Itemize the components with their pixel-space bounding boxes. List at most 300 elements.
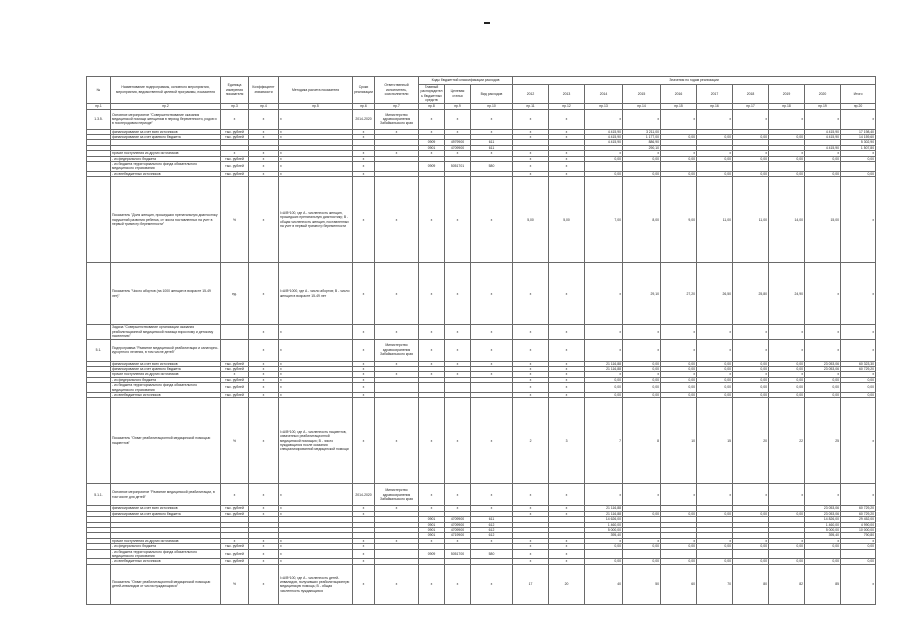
row-cell: х [249,171,279,176]
header-year-col: 2013 [549,85,585,104]
row-value-cell: х [805,151,841,156]
row-value-cell: 0,00 [697,366,733,371]
row-value-cell: 27,20 [661,263,697,325]
row-name-cell: финансирование за счет всех источников [111,129,221,134]
row-cell: тыс. рублей [221,549,249,559]
row-cell: х [419,325,445,339]
row-cell: х [375,538,419,543]
row-value-cell: х [661,372,697,377]
row-value-cell: 0,00 [733,366,769,371]
row-value-cell: 0,00 [841,559,876,564]
row-value-cell: х [549,366,585,371]
row-value-cell: 0,00 [697,171,733,176]
row-value-cell: х [513,325,549,339]
row-cell: % [221,177,249,263]
row-value-cell: х [585,325,623,339]
row-value-cell: х [585,263,623,325]
column-number-cell: пр.2 [111,103,221,109]
row-value-cell: х [623,151,661,156]
row-value-cell: х [513,383,549,393]
row-cell: х [375,398,419,484]
row-cell: х [221,151,249,156]
row-value-cell: х [513,538,549,543]
row-value-cell: 0,00 [733,544,769,549]
row-value-cell: 4 415,90 [805,145,841,150]
row-cell [375,383,419,393]
row-value-cell: х [769,109,805,129]
row-value-cell: х [549,392,585,397]
row-cell: х [221,484,249,506]
row-cell: х [279,511,353,516]
row-value-cell [841,162,876,172]
row-value-cell: 17 198,40 [841,129,876,134]
row-cell: х [375,506,419,511]
row-value-cell: х [733,538,769,543]
column-number-cell: пр.18 [769,103,805,109]
row-value-cell: 14 159,60 [841,135,876,140]
row-cell: х [471,538,513,543]
row-cell: х [419,564,445,604]
row-value-cell [733,549,769,559]
program-table [86,76,876,605]
row-value-cell [697,549,733,559]
row-cell: х [419,361,445,366]
row-value-cell: 70 [697,564,733,604]
row-cell: х [419,109,445,129]
row-value-cell: 0,00 [585,544,623,549]
row-value-cell: х [585,151,623,156]
row-value-cell: 4 990,00 [841,522,876,527]
row-cell: 612 [471,533,513,538]
row-cell: х [471,398,513,484]
header-kbk-group: Коды бюджетной классификации расходов [419,77,513,85]
row-value-cell: 0,00 [661,392,697,397]
row-value-cell: х [513,339,549,361]
row-value-cell: х [513,171,549,176]
row-value-cell: 22 [769,398,805,484]
table-row [87,263,876,325]
row-value-cell: 5 000,00 [805,527,841,532]
row-cell: тыс. рублей [221,544,249,549]
header-year-col: 2015 [623,85,661,104]
header-year-col: 2020 [805,85,841,104]
row-cell: 580 [471,162,513,172]
row-value-cell: 5 000,00 [585,527,623,532]
row-value-cell: х [841,484,876,506]
row-cell: х [279,151,353,156]
row-value-cell: х [549,361,585,366]
row-cell: 0909 [419,162,445,172]
row-value-cell: 0,00 [697,135,733,140]
row-value-cell: х [513,129,549,134]
row-cell: тыс. рублей [221,506,249,511]
row-cell: х [445,129,471,134]
row-value-cell: х [769,325,805,339]
row-value-cell: х [769,372,805,377]
row-cell [471,383,513,393]
row-cell: х [445,484,471,506]
row-cell: х [353,366,375,371]
row-value-cell: 0,00 [623,559,661,564]
row-value-cell: х [549,506,585,511]
row-name-cell: финансирование за счет краевого бюджета [111,135,221,140]
row-cell: х [279,135,353,140]
row-cell: тыс. рублей [221,129,249,134]
row-cell: х [353,151,375,156]
row-cell: х [279,544,353,549]
row-value-cell: х [841,372,876,377]
row-name-cell: - из внебюджетных источников [111,171,221,176]
row-value-cell: х [513,109,549,129]
row-cell: 0901 [419,533,445,538]
row-value-cell: 3 [549,398,585,484]
header-year-col: 2014 [585,85,623,104]
row-cell: х [445,506,471,511]
row-value-cell: х [585,109,623,129]
row-name-cell: прочие поступления из других источников: [111,372,221,377]
table-row [87,109,876,129]
row-value-cell: 0,00 [733,377,769,382]
row-value-cell: 395,40 [585,533,623,538]
row-value-cell: 0,00 [769,377,805,382]
row-cell: х [249,544,279,549]
row-cell: х [249,506,279,511]
row-value-cell: х [513,392,549,397]
row-value-cell: 25 [805,398,841,484]
row-cell: тыс. рублей [221,156,249,161]
row-value-cell [661,549,697,559]
header-coef: Коэффициент значимости [249,77,279,104]
row-value-cell: 80 [733,564,769,604]
row-cell: тыс. рублей [221,383,249,393]
row-value-cell: 4 415,90 [585,140,623,145]
row-cell: 0901 [419,517,445,522]
row-value-cell: х [549,135,585,140]
column-number-cell: пр.12 [549,103,585,109]
row-value-cell: х [513,511,549,516]
row-cell: х [249,151,279,156]
row-cell: х [353,544,375,549]
row-value-cell: х [769,151,805,156]
row-cell: х [221,109,249,129]
row-value-cell: 29,10 [623,263,661,325]
row-value-cell: х [513,162,549,172]
row-value-cell: 0,00 [769,559,805,564]
row-value-cell [805,162,841,172]
row-name-cell: прочие поступления из других источников: [111,538,221,543]
row-cell: х [471,506,513,511]
row-cell [375,549,419,559]
row-value-cell: 20 [733,398,769,484]
row-value-cell: 1 507,80 [841,145,876,150]
row-value-cell: 4 415,90 [585,129,623,134]
row-cell: 0901 [419,527,445,532]
row-cell: 5051700 [445,549,471,559]
table-row [87,549,876,559]
header-year-col: 2019 [769,85,805,104]
row-cell: х [249,162,279,172]
row-name-cell: Основное мероприятие "Развитие медицинской реабилитации, в том числе для детей" [111,484,221,506]
row-value-cell: х [733,339,769,361]
row-value-cell: х [805,484,841,506]
row-cell: х [249,325,279,339]
row-cell: х [279,383,353,393]
row-cell: х [445,339,471,361]
row-cell: х [353,392,375,397]
row-value-cell: 0,00 [805,171,841,176]
row-value-cell: 0,00 [769,392,805,397]
row-value-cell [623,162,661,172]
row-value-cell: 23 053,06 [805,366,841,371]
row-value-cell: 5,00 [513,177,549,263]
row-cell: Министерство здравоохранения Забайкальского края [375,484,419,506]
row-cell: х [279,372,353,377]
row-value-cell: 50 [623,564,661,604]
header-kbk-col: Целевая статья [445,85,471,104]
row-cell: х [375,151,419,156]
row-cell: х [353,398,375,484]
row-cell [87,325,111,339]
row-cell: х [279,538,353,543]
row-cell: х [445,151,471,156]
table-row [87,484,876,506]
row-cell: х [249,559,279,564]
row-name-cell: - из внебюджетных источников [111,559,221,564]
row-value-cell: х [513,484,549,506]
row-cell: х [353,564,375,604]
row-value-cell: 0,00 [661,135,697,140]
row-value-cell: 0,00 [805,392,841,397]
row-cell: х [279,171,353,176]
row-name-cell: Показатель "Охват реабилитационной медицинской помощью детей-инвалидов от числа нуждающихся" [111,564,221,604]
row-value-cell: 85 [805,564,841,604]
row-cell: х [419,398,445,484]
row-value-cell: х [513,361,549,366]
row-value-cell: 0,00 [733,511,769,516]
row-cell [221,339,249,361]
row-value-cell: 17 [513,564,549,604]
row-cell: х [249,383,279,393]
row-cell: х [471,263,513,325]
row-value-cell: х [585,339,623,361]
row-value-cell: 8,00 [623,177,661,263]
row-cell: х [419,372,445,377]
row-cell: 4979900 [445,140,471,145]
row-cell: х [353,339,375,361]
row-value-cell: 0,00 [697,511,733,516]
row-value-cell: 0,00 [623,544,661,549]
row-cell: х [249,564,279,604]
row-cell: тыс. рублей [221,392,249,397]
row-cell: х [419,506,445,511]
row-value-cell: 0,00 [585,383,623,393]
row-name-cell: Задача "Совершенствование организации оказания реабилитационной медицинской помощи взрослому и детскому населению" [111,325,221,339]
row-cell [221,325,249,339]
row-value-cell: х [841,325,876,339]
row-value-cell: 15 [697,398,733,484]
row-value-cell: 8 [623,398,661,484]
row-value-cell: х [513,372,549,377]
row-value-cell: 0,00 [697,544,733,549]
row-value-cell: 0,00 [841,544,876,549]
row-value-cell: х [623,372,661,377]
header-year-col: Итого [841,85,876,104]
row-value-cell: 0,00 [585,171,623,176]
row-value-cell: 21 116,88 [585,361,623,366]
row-cell [419,383,445,393]
column-number-cell: пр.4 [249,103,279,109]
row-name-cell: - из федерального бюджета [111,544,221,549]
row-value-cell: 11,00 [697,177,733,263]
row-cell: 5.1. [87,339,111,361]
row-value-cell: 0,00 [697,156,733,161]
row-cell: х [471,151,513,156]
row-cell: х [353,156,375,161]
row-value-cell: х [841,398,876,484]
header-num: № [87,77,111,104]
column-number-cell: пр.1 [87,103,111,109]
row-cell [87,398,111,484]
row-value-cell: х [585,484,623,506]
row-value-cell: 14,00 [769,177,805,263]
row-value-cell: 0,00 [661,156,697,161]
row-cell: 5051701 [445,162,471,172]
row-cell: х [249,484,279,506]
header-name: Наименование подпрограммы, основного мероприятия, мероприятия, ведомственной целевой программы, показателя [111,77,221,104]
header-year-col: 2016 [661,85,697,104]
row-value-cell: 0,00 [661,544,697,549]
row-cell [375,162,419,172]
row-name-cell: финансирование за счет всех источников [111,506,221,511]
header-kbk-col: Главный распорядитель бюджетных средств [420,85,443,103]
row-cell: х [279,549,353,559]
row-value-cell: 0,00 [769,366,805,371]
row-cell: тыс. рублей [221,162,249,172]
row-value-cell: х [697,325,733,339]
row-value-cell: 0,00 [805,156,841,161]
row-value-cell: 0,00 [661,383,697,393]
row-value-cell: 0,00 [697,559,733,564]
row-value-cell: 790,80 [841,533,876,538]
row-cell: х [221,372,249,377]
row-value-cell: 0,00 [733,156,769,161]
row-cell: х [419,484,445,506]
row-value-cell: х [549,109,585,129]
row-value-cell: 23 053,06 [805,361,841,366]
row-value-cell: х [549,156,585,161]
row-cell: х [471,372,513,377]
row-cell: х [419,263,445,325]
row-value-cell: х [769,339,805,361]
row-cell: х [249,398,279,484]
header-kbk-col: Вид расходов [471,85,513,104]
row-name-cell: - из федерального бюджета [111,377,221,382]
row-value-cell: 0,00 [697,392,733,397]
row-cell: х [419,177,445,263]
row-value-cell: 0,00 [805,559,841,564]
row-cell: тыс. рублей [221,135,249,140]
row-cell: х [353,162,375,172]
row-value-cell: 0,00 [733,361,769,366]
row-cell: х [471,339,513,361]
row-cell: х [471,564,513,604]
row-value-cell: 10 000,00 [841,527,876,532]
row-value-cell: х [513,544,549,549]
program-table-sheet [86,76,875,605]
row-cell: х [249,372,279,377]
row-value-cell: 21 116,88 [585,366,623,371]
row-value-cell: 0,00 [623,377,661,382]
row-value-cell: 24,90 [769,263,805,325]
row-value-cell: х [733,109,769,129]
row-value-cell: 20 [549,564,585,604]
row-cell: х [445,398,471,484]
row-value-cell: 886,90 [623,140,661,145]
row-value-cell: 0,00 [623,511,661,516]
row-value-cell: 0,00 [841,156,876,161]
row-name-cell: Показатель "Охват реабилитационной медицинской помощью пациентов" [111,398,221,484]
header-resp: Ответственный исполнитель, соисполнители [375,77,419,104]
row-value-cell: 60 323,30 [841,361,876,366]
row-value-cell: х [549,559,585,564]
row-value-cell: х [841,339,876,361]
row-value-cell [769,549,805,559]
row-cell: х [353,135,375,140]
row-value-cell: х [623,339,661,361]
table-row [87,339,876,361]
row-cell: 580 [471,549,513,559]
row-value-cell: 0,00 [585,392,623,397]
row-value-cell: х [805,325,841,339]
row-cell: 2014-2020 [353,484,375,506]
header-unit: Единица измерения показателя [221,77,249,104]
row-value-cell: х [661,325,697,339]
column-number-cell: пр.16 [697,103,733,109]
row-value-cell: х [549,377,585,382]
row-name-cell: Подпрограмма "Развитие медицинской реабилитации и санаторно-курортного лечения, в том числе детей" [111,339,221,361]
row-cell: х [249,129,279,134]
row-cell: х [353,361,375,366]
table-body [87,109,876,604]
row-value-cell: 1 460,00 [585,522,623,527]
row-value-cell: х [661,484,697,506]
row-value-cell: 0,00 [733,559,769,564]
row-cell: х [375,263,419,325]
row-cell: х [249,135,279,140]
row-cell: х [249,156,279,161]
row-cell: х [353,377,375,382]
row-value-cell: 82 [769,564,805,604]
column-number-cell: пр.14 [623,103,661,109]
page-mark [484,22,490,24]
row-value-cell: 21 116,88 [585,506,623,511]
row-value-cell: х [697,372,733,377]
row-cell: х [249,511,279,516]
row-value-cell: 10 [661,398,697,484]
row-value-cell: х [623,109,661,129]
column-number-cell: пр.15 [661,103,697,109]
row-value-cell: 0,00 [623,383,661,393]
row-value-cell: х [585,372,623,377]
row-cell: I=A/B*1000, где A - число абортов; B - число женщин в возрасте 15-49 лет [279,263,353,325]
row-value-cell: 7 [585,398,623,484]
row-value-cell: 5,00 [549,177,585,263]
row-name-cell: Показатель "Доля женщин, прошедших пренатальную диагностику нарушений развития ребенка, от числа поставленных на учет в первый триместр беременности" [111,177,221,263]
row-cell: х [353,263,375,325]
row-value-cell [769,162,805,172]
row-cell: х [375,372,419,377]
row-cell: х [375,361,419,366]
